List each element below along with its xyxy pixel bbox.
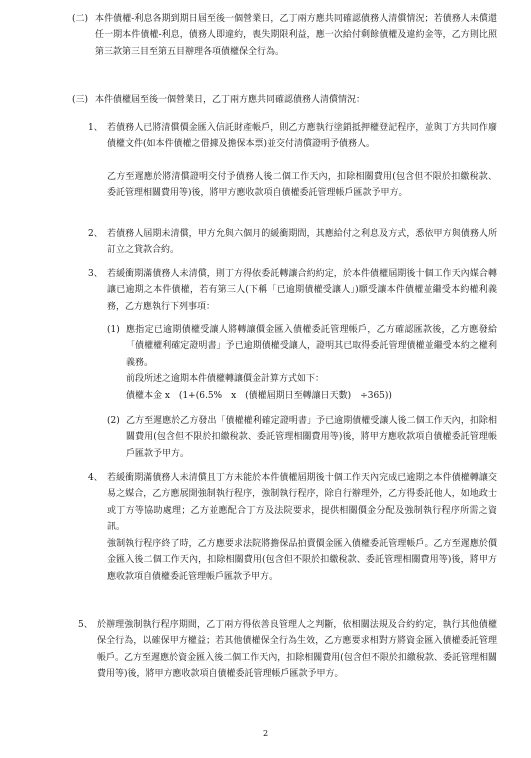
item-1-label: 1、 — [88, 123, 103, 133]
item-3-sub-1-text: 應指定已逾期債權受讓人將轉讓價金匯入債權委託管理帳戶，乙方確認匯款後，乙方應發給「債權權利確定證明書」予已逾期債權受讓人，證明其已取得委託管理債權並繼受本約之權利義務。 — [126, 325, 497, 368]
item-3-text: 若緩衝期滿債務人未清償，則丁方得依委託轉讓合約約定，於本件債權屆期後十個工作天內媒合轉讓已逾期之本件債權，若有第三人(下稱「已逾期債權受讓人」)願受讓本件債權並繼受本約權利義務，乙方應執行下列事項： — [107, 269, 497, 312]
section-2-text: 本件債權-利息各期到期日屆至後一個營業日，乙丁兩方應共同確認債務人清償情況；若債務人未償還任一期本件債權-利息，債務人即違約，喪失期限利益，應一次給付剩餘債權及違約金等，乙方則比照第三款第三目至第五目辦理各項債權保全行為。 — [95, 14, 497, 57]
item-1-text-continued: 乙方至遲應於將清償證明交付予債務人後二個工作天內，扣除相關費用(包含但不限於扣繳稅款、委託管理相關費用等)後，將甲方應收款項自債權委託管理帳戶匯款予甲方。 — [107, 172, 497, 199]
section-2-label: (二) — [72, 14, 89, 24]
item-3-sub-2-text: 乙方至遲應於乙方發出「債權權利確定證明書」予已逾期債權受讓人後二個工作天內，扣除相關費用(包含但不限於扣繳稅款、委託管理相關費用等)後，將甲方應收款項自債權委託管理帳戶匯款予甲方。 — [126, 416, 497, 459]
formula-intro: 前段所述之逾期本件債權轉讓價金計算方式如下： — [126, 374, 325, 384]
item-4-label: 4、 — [88, 473, 103, 483]
transfer-price-formula: 債權本金 x (1+(6.5% x (債權屆期日至轉讓日天數) ÷365)) — [126, 391, 392, 401]
item-2-label: 2、 — [88, 229, 103, 239]
section-3-text: 本件債權屆至後一個營業日，乙丁兩方應共同確認債務人清償情況： — [95, 95, 366, 105]
item-3-label: 3、 — [88, 269, 103, 279]
item-3-sub-1-label: (1) — [107, 325, 120, 335]
page-number: 2 — [262, 729, 269, 738]
section-3-label: (三) — [72, 95, 89, 105]
item-2-text: 若債務人屆期未清償，甲方允與六個月的緩衝期間，其應給付之利息及方式，悉依甲方與債務人所訂立之貸款合約。 — [107, 229, 497, 256]
item-5-label: 5、 — [78, 620, 93, 630]
item-1-text: 若債務人已將清償價金匯入信託財產帳戶，則乙方應執行塗銷抵押權登記程序，並與丁方共同作廢債權文件(如本件債權之借據及擔保本票)並交付清償證明予債務人。 — [107, 123, 497, 150]
item-4-text: 若緩衝期滿債務人未清償且丁方未能於本件債權屆期後十個工作天內完成已逾期之本件債權轉讓交易之媒合，乙方應展開強制執行程序，強制執行程序，除自行辦理外，乙方得委託他人，如地政士或丁方等協助處理；乙方並應配合丁方及法院要求，提供相關價金分配及強制執行程序所需之資訊。 — [107, 473, 497, 533]
item-5-text: 於辦理強制執行程序期間，乙丁兩方得依善良管理人之判斷，依相關法規及合約約定，執行其他債權保全行為，以確保甲方權益；若其他債權保全行為生效，乙方應要求相對方將資金匯入債權委託管理帳戶。乙方至遲應於資金匯入後二個工作天內，扣除相關費用(包含但不限於扣繳稅款、委託管理相關費用等)後，將甲方應收款項自債權委託管理帳戶匯款予甲方。 — [97, 620, 497, 680]
item-3-sub-2-label: (2) — [107, 416, 120, 426]
item-4-text-continued: 強制執行程序終了時，乙方應要求法院將擔保品拍賣價金匯入債權委託管理帳戶。乙方至遲應於價金匯入後二個工作天內，扣除相關費用(包含但不限於扣繳稅款、委託管理相關費用等)後，將甲方應收款項自債權委託管理帳戶匯款予甲方。 — [107, 539, 497, 582]
